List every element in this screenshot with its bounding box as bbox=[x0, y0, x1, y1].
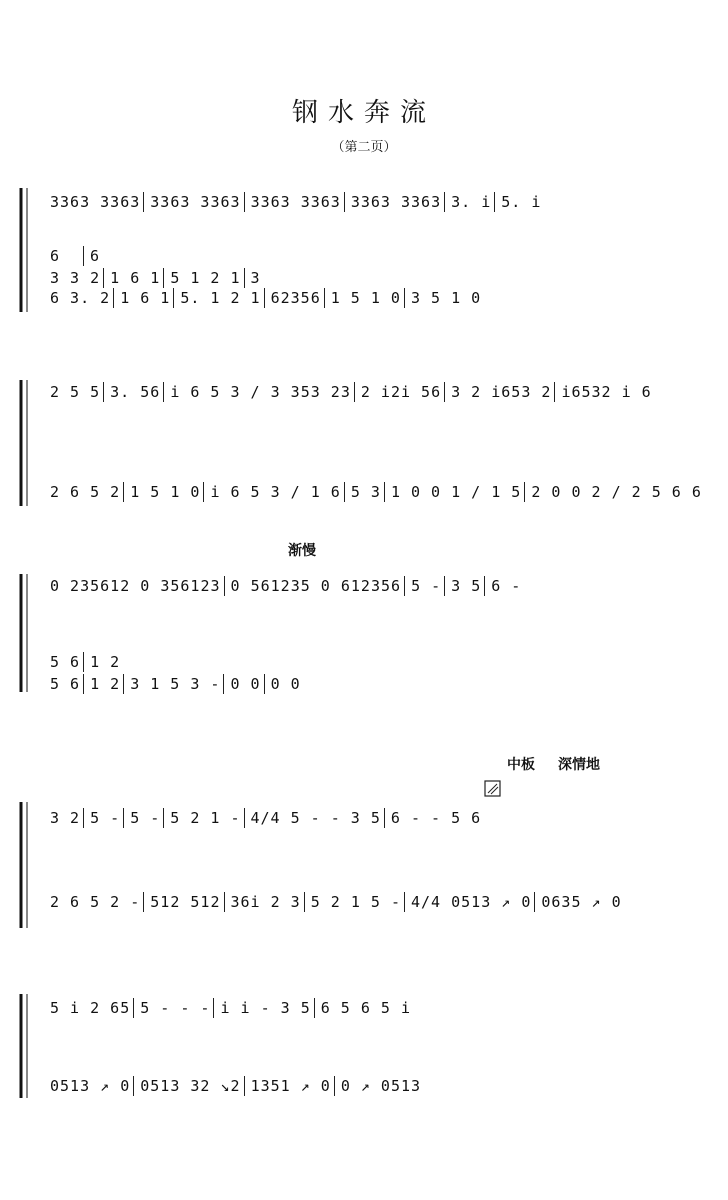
measure: 0 0 bbox=[264, 674, 301, 694]
measure: 512 512 bbox=[143, 892, 220, 912]
measure: 6 - bbox=[484, 576, 521, 596]
measure: 4/4 0513 ↗ 0 bbox=[404, 892, 531, 912]
measure: 1 2 bbox=[83, 674, 120, 694]
lower-staff bbox=[50, 674, 718, 694]
measure: i6532 i 6 bbox=[554, 382, 651, 402]
measure: 62356 bbox=[264, 288, 321, 308]
measure: 3. 56 bbox=[103, 382, 160, 402]
lower-staff-top bbox=[50, 246, 718, 266]
measure: 1 5 1 0 bbox=[123, 482, 200, 502]
lower-staff bbox=[50, 892, 718, 912]
measure: 3. i bbox=[444, 192, 491, 212]
measure: 4/4 5 - - 3 5 bbox=[244, 808, 381, 828]
upper-staff bbox=[50, 576, 718, 596]
lower-staff-mid bbox=[50, 268, 718, 288]
measure: 6 5 6 5 i bbox=[314, 998, 411, 1018]
measure: 3363 3363 bbox=[143, 192, 240, 212]
measure: 1 6 1 bbox=[103, 268, 160, 288]
measure: 1 0 0 1 / 1 5 bbox=[384, 482, 521, 502]
measure: 0 0 bbox=[223, 674, 260, 694]
measure: 3 5 1 0 bbox=[404, 288, 481, 308]
measure: 2 5 5 bbox=[50, 383, 101, 401]
measure: 5 - bbox=[123, 808, 160, 828]
measure: 6 - - 5 6 bbox=[384, 808, 481, 828]
upper-staff bbox=[50, 192, 718, 212]
measure: 3 3 2 bbox=[50, 269, 101, 287]
measure: 2 0 0 2 / 2 5 6 6 bbox=[524, 482, 702, 502]
measure: 36i 2 3 bbox=[224, 892, 301, 912]
measure: 5. i bbox=[494, 192, 541, 212]
measure: 2 6 5 2 bbox=[50, 483, 121, 501]
upper-staff bbox=[50, 808, 718, 828]
measure: i 6 5 3 / 3 353 23 bbox=[163, 382, 351, 402]
upper-staff bbox=[50, 998, 718, 1018]
score-system-5 bbox=[18, 992, 718, 1100]
upper-staff bbox=[50, 382, 718, 402]
measure: 5. 1 2 1 bbox=[173, 288, 260, 308]
measure: 0513 32 ↘2 bbox=[133, 1076, 240, 1096]
measure: 3363 3363 bbox=[344, 192, 441, 212]
repeat-box-icon bbox=[484, 780, 502, 798]
measure: 5 2 1 - bbox=[163, 808, 240, 828]
page-subtitle: （第二页） bbox=[331, 140, 397, 155]
measure: 3 5 bbox=[444, 576, 481, 596]
score-system-2 bbox=[18, 378, 718, 508]
page-title: 钢水奔流 bbox=[291, 98, 436, 128]
measure: 5 1 2 1 bbox=[163, 268, 240, 288]
measure: 3 2 bbox=[50, 809, 81, 827]
measure: 3 2 i653 2 bbox=[444, 382, 551, 402]
measure: 3363 3363 bbox=[244, 192, 341, 212]
measure: 3 1 5 3 - bbox=[123, 674, 220, 694]
measure: 5 6 bbox=[50, 675, 81, 693]
expression-marking: 深情地 bbox=[558, 756, 600, 772]
measure: 1 2 bbox=[83, 652, 120, 672]
measure: 0513 ↗ 0 bbox=[50, 1077, 131, 1095]
measure: 5 2 1 5 - bbox=[304, 892, 401, 912]
measure: 1351 ↗ 0 bbox=[244, 1076, 331, 1096]
measure: i i - 3 5 bbox=[213, 998, 310, 1018]
tempo-marking-slowing: 渐慢 bbox=[288, 542, 316, 558]
measure: 5 - bbox=[83, 808, 120, 828]
measure: 5 i 2 65 bbox=[50, 999, 131, 1017]
measure: 6 bbox=[50, 247, 61, 265]
tempo-marking-moderato: 中板 bbox=[507, 756, 535, 772]
measure: 5 6 bbox=[50, 653, 81, 671]
measure: 1 5 1 0 bbox=[324, 288, 401, 308]
lower-staff-top bbox=[50, 652, 718, 672]
measure: 0 561235 0 612356 bbox=[224, 576, 402, 596]
measure: 6 bbox=[83, 246, 100, 266]
measure: 0 ↗ 0513 bbox=[334, 1076, 421, 1096]
lower-staff bbox=[50, 1076, 718, 1096]
score-system-1 bbox=[18, 186, 718, 314]
measure: 2 6 5 2 - bbox=[50, 893, 141, 911]
lower-staff bbox=[50, 482, 718, 502]
measure: 0635 ↗ 0 bbox=[534, 892, 621, 912]
measure: 3 bbox=[244, 268, 261, 288]
measure: 5 - bbox=[404, 576, 441, 596]
measure: 3363 3363 bbox=[50, 193, 141, 211]
score-system-3 bbox=[18, 572, 718, 694]
measure: 0 235612 0 356123 bbox=[50, 577, 221, 595]
measure: i 6 5 3 / 1 6 bbox=[203, 482, 340, 502]
measure: 6 3. 2 bbox=[50, 289, 111, 307]
measure: 5 - - - bbox=[133, 998, 210, 1018]
score-system-4 bbox=[18, 800, 718, 930]
measure: 5 3 bbox=[344, 482, 381, 502]
measure: 2 i2i 56 bbox=[354, 382, 441, 402]
measure: 1 6 1 bbox=[113, 288, 170, 308]
lower-staff bbox=[50, 288, 718, 308]
